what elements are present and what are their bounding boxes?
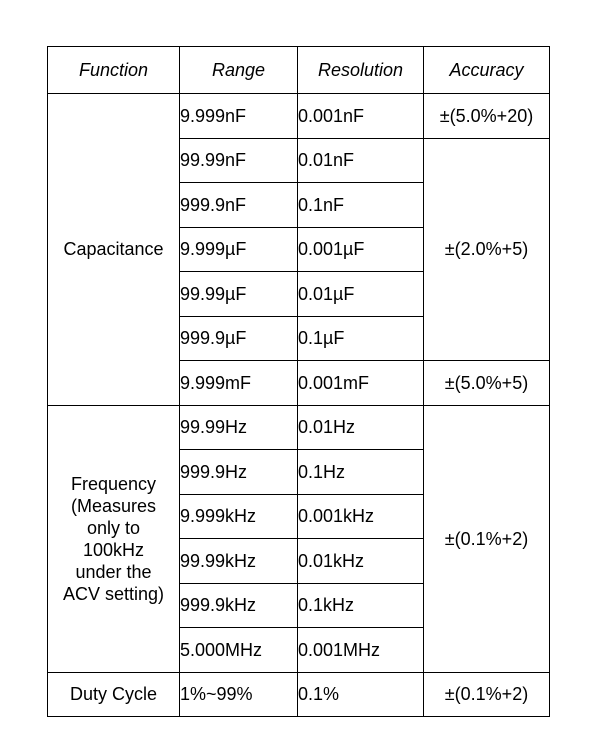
resolution-cell: 0.1Hz (298, 450, 424, 495)
range-cell: 99.99Hz (180, 405, 298, 450)
header-resolution: Resolution (298, 47, 424, 94)
resolution-cell: 0.01kHz (298, 539, 424, 584)
function-frequency-line: ACV setting) (62, 583, 165, 604)
header-row (48, 47, 550, 94)
accuracy-cell: ±(2.0%+5) (424, 138, 550, 361)
function-frequency-line: 100kHz (82, 539, 145, 560)
function-frequency-line: under the (75, 561, 152, 582)
function-frequency-line: only to (86, 517, 141, 538)
function-duty-cycle: Duty Cycle (48, 672, 180, 717)
resolution-cell: 0.1kHz (298, 583, 424, 628)
accuracy-cell: ±(5.0%+20) (424, 94, 550, 139)
function-frequency-line: Frequency (70, 473, 157, 494)
range-cell: 999.9Hz (180, 450, 298, 495)
resolution-cell: 0.1% (298, 672, 424, 717)
range-cell: 9.999mF (180, 361, 298, 406)
range-cell: 99.99kHz (180, 539, 298, 584)
header-accuracy: Accuracy (424, 47, 550, 94)
resolution-cell: 0.01µF (298, 272, 424, 317)
accuracy-cell: ±(0.1%+2) (424, 405, 550, 672)
accuracy-cell: ±(0.1%+2) (424, 672, 550, 717)
resolution-cell: 0.1µF (298, 316, 424, 361)
function-capacitance: Capacitance (48, 94, 180, 406)
function-frequency (48, 405, 180, 672)
range-cell: 9.999nF (180, 94, 298, 139)
range-cell: 5.000MHz (180, 628, 298, 673)
specification-table (47, 46, 550, 717)
range-cell: 9.999µF (180, 227, 298, 272)
header-range: Range (180, 47, 298, 94)
resolution-cell: 0.001nF (298, 94, 424, 139)
accuracy-cell: ±(5.0%+5) (424, 361, 550, 406)
resolution-cell: 0.01nF (298, 138, 424, 183)
table-row (48, 672, 550, 717)
resolution-cell: 0.001MHz (298, 628, 424, 673)
range-cell: 999.9µF (180, 316, 298, 361)
range-cell: 9.999kHz (180, 494, 298, 539)
table-row (48, 94, 550, 139)
range-cell: 99.99nF (180, 138, 298, 183)
resolution-cell: 0.1nF (298, 183, 424, 228)
range-cell: 99.99µF (180, 272, 298, 317)
table-row (48, 405, 550, 450)
resolution-cell: 0.001kHz (298, 494, 424, 539)
range-cell: 999.9nF (180, 183, 298, 228)
range-cell: 999.9kHz (180, 583, 298, 628)
resolution-cell: 0.001µF (298, 227, 424, 272)
range-cell: 1%~99% (180, 672, 298, 717)
header-function: Function (48, 47, 180, 94)
resolution-cell: 0.01Hz (298, 405, 424, 450)
function-frequency-line: (Measures (70, 495, 157, 516)
resolution-cell: 0.001mF (298, 361, 424, 406)
